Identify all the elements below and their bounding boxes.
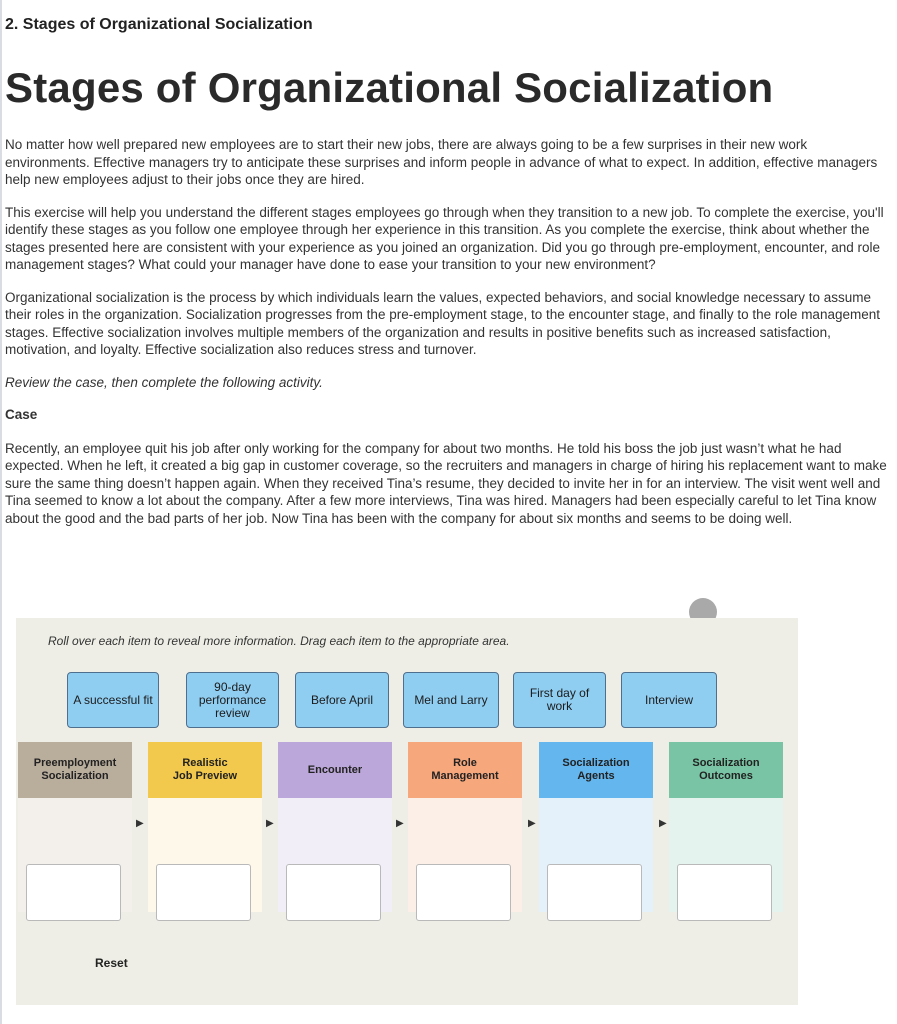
activity-instruction: Roll over each item to reveal more information. Drag each item to the appropriate area. (48, 634, 510, 648)
intro-paragraph-2: This exercise will help you understand the different stages employees go through when they transition to a new job. To complete the exercise, you'll identify these stages as you follow one employee through her experience in this transition. As you complete the exercise, think about whether the stages presented here are consistent with your experience as you joined an organization. Did you go through pre-employment, encounter, and role management stages? What could your manager have done to ease your transition to your new environment? (5, 204, 884, 272)
intro-paragraph-1: No matter how well prepared new employees are to start their new jobs, there are always going to be a few surprises in their new work environments. Effective managers try to anticipate these surprises and inform people in advance of what to expect. In addition, effective managers help new employees adjust to their jobs once they are hired. (5, 137, 878, 187)
stage-label: Realistic Job Preview (172, 757, 238, 782)
stage-header (408, 742, 522, 798)
stage-label: Socialization Agents (562, 757, 630, 782)
drop-zone[interactable] (156, 864, 251, 921)
stage-body (539, 798, 653, 912)
drop-zone[interactable] (547, 864, 642, 921)
drop-zone[interactable] (677, 864, 772, 921)
draggable-item[interactable]: Before April (295, 672, 389, 728)
stage-body (408, 798, 522, 912)
arrow-icon: ▶ (266, 818, 274, 829)
drop-zone[interactable] (286, 864, 381, 921)
drop-zone[interactable] (416, 864, 511, 921)
drop-zone[interactable] (26, 864, 121, 921)
stage-socialization-outcomes (669, 742, 783, 912)
stage-header (18, 742, 132, 798)
draggable-item[interactable]: First day of work (513, 672, 606, 728)
stage-label: Preemployment Socialization (33, 757, 117, 782)
stage-body (669, 798, 783, 912)
case-heading: Case (5, 407, 38, 422)
content-body (5, 136, 889, 542)
stage-socialization-agents (539, 742, 653, 912)
intro-paragraph-3: Organizational socialization is the process by which individuals learn the values, expected behaviors, and social knowledge necessary to assume their roles in the organization. Socialization progresses from the pre-employment stage, to the encounter stage, and finally to the role management stages. Effective socialization involves multiple members of the organization and results in positive benefits such as increased satisfaction, motivation, and loyalty. Effective socialization also reduces stress and turnover. (5, 289, 880, 357)
draggable-item[interactable]: Interview (621, 672, 717, 728)
arrow-icon: ▶ (659, 818, 667, 829)
arrow-icon: ▶ (136, 818, 144, 829)
review-instruction: Review the case, then complete the following activity. (5, 374, 323, 390)
stage-body (148, 798, 262, 912)
stage-body (18, 798, 132, 912)
draggable-item[interactable]: A successful fit (67, 672, 159, 728)
draggable-item[interactable]: Mel and Larry (403, 672, 499, 728)
draggable-item[interactable]: 90-day performance review (186, 672, 279, 728)
stage-body (278, 798, 392, 912)
arrow-icon: ▶ (528, 818, 536, 829)
case-text: Recently, an employee quit his job after only working for the company for about two months. He told his boss the job just wasn’t what he had expected. When he left, it created a big gap in customer coverage, so the recruiters and managers in charge of hiring his replacement want to make sure the same thing doesn’t happen again. When they received Tina’s resume, they decided to invite her in for an interview. The visit went well and Tina seemed to know a lot about the company. After a few more interviews, Tina was hired. Managers had been especially careful to let Tina know about the good and the bad parts of her job. Now Tina has been with the company for about six months and seems to be doing well. (5, 440, 887, 526)
stage-encounter (278, 742, 392, 912)
reset-button[interactable]: Reset (95, 956, 128, 970)
arrow-icon: ▶ (396, 818, 404, 829)
stage-label: Socialization Outcomes (692, 757, 760, 782)
stage-header (539, 742, 653, 798)
breadcrumb: 2. Stages of Organizational Socialization (5, 16, 313, 33)
stage-header (278, 742, 392, 798)
stage-realistic-job-preview (148, 742, 262, 912)
stage-label: Encounter (307, 763, 363, 776)
drag-drop-activity (16, 618, 798, 1005)
left-border (0, 0, 2, 1024)
page-title: Stages of Organizational Socialization (5, 64, 774, 111)
stage-header (148, 742, 262, 798)
stage-header (669, 742, 783, 798)
stage-role-management (408, 742, 522, 912)
stage-label: Role Management (431, 757, 499, 782)
stage-preemployment-socialization (18, 742, 132, 912)
